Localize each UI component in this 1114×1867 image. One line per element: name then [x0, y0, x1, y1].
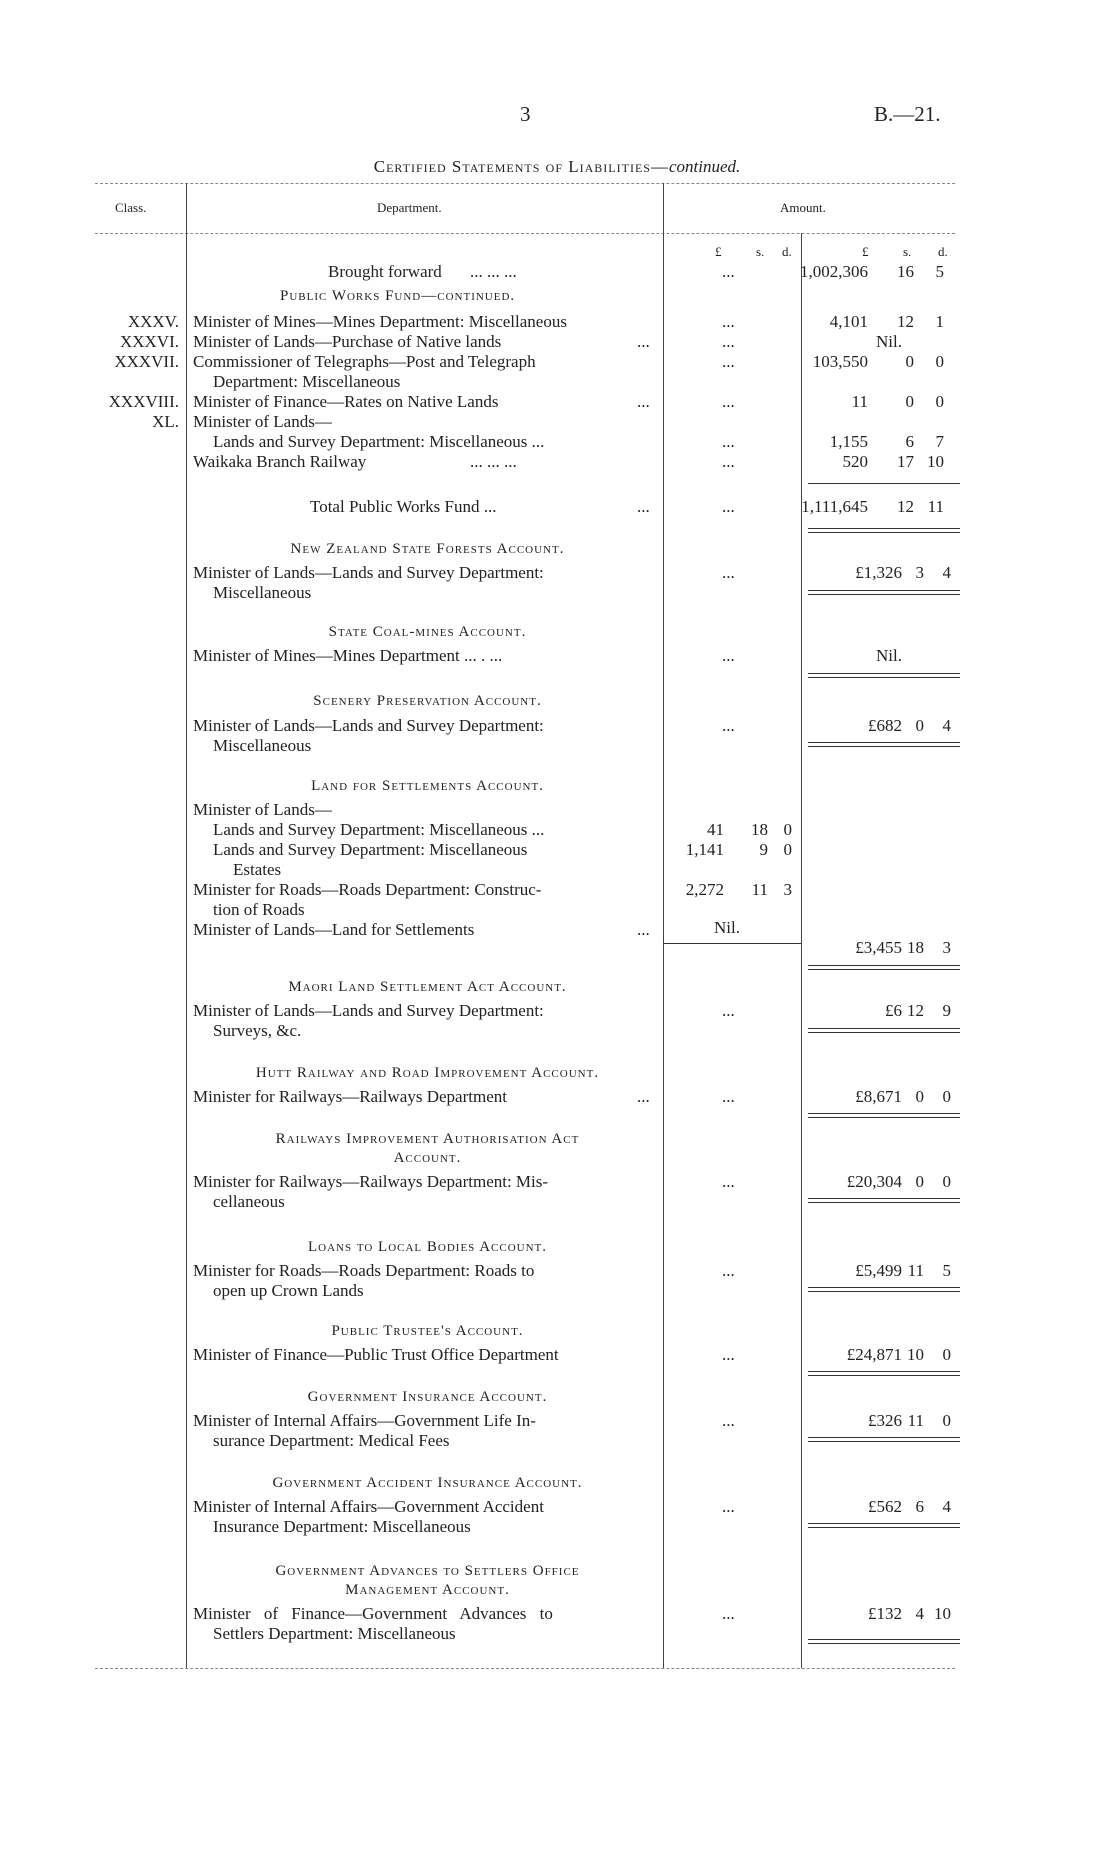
maori-land-pence: 9: [942, 1001, 951, 1020]
railways-improvement-mid: ...: [722, 1172, 735, 1191]
pwf-total-label: Total Public Works Fund ...: [310, 497, 497, 516]
row-waikaka-shillings: 17: [897, 452, 914, 471]
section-heading-accident-insurance: [190, 1474, 665, 1492]
land-settlements-l3b: Estates: [233, 860, 282, 879]
section-heading-public-trustee: [190, 1322, 665, 1340]
hutt-railway-dots: ...: [637, 1087, 650, 1106]
railways-improvement-heading-text: Railways Improvement Authorisation Act: [275, 1131, 580, 1147]
row-native-lands: Minister of Lands—Purchase of Native lands: [193, 332, 502, 351]
class-xxxviii: XXXVIII.: [108, 392, 179, 411]
pwf-total-pounds: 1,111,645: [801, 497, 868, 516]
gov-insurance-line2: surance Department: Medical Fees: [213, 1431, 450, 1450]
pwf-total-rule-a: [808, 528, 960, 529]
maori-land-pounds: £6: [885, 1001, 902, 1020]
railways-improvement-rule-b: [808, 1202, 960, 1203]
row-mines-shillings: 12: [897, 312, 914, 331]
scenery-rule-b: [808, 746, 960, 747]
row-telegraphs-pence: 0: [935, 352, 944, 371]
row-rates-native-dots: ...: [637, 392, 650, 411]
railways-improvement-pounds: £20,304: [846, 1172, 902, 1191]
scenery-mid: ...: [722, 716, 735, 735]
table-bottom-rule: [95, 1668, 955, 1669]
hutt-railway-heading-text: Hutt Railway and Road Improvement Account.: [255, 1065, 600, 1081]
land-settlements-l1: Minister of Lands—: [193, 800, 332, 819]
public-trustee-shillings: 10: [907, 1345, 924, 1364]
public-trustee-pence: 0: [942, 1345, 951, 1364]
class-xl: XL.: [152, 412, 179, 431]
class-xxxv: XXXV.: [127, 312, 179, 331]
land-settlements-l4-pounds: 2,272: [685, 880, 724, 899]
state-forests-shillings: 3: [915, 563, 924, 582]
hutt-railway-shillings: 0: [915, 1087, 924, 1106]
accident-insurance-line1: Minister of Internal Affairs—Government Accident: [193, 1497, 544, 1516]
row-waikaka-dots: ... ... ...: [470, 452, 517, 471]
row-telegraphs-shillings: 0: [905, 352, 914, 371]
class-column-divider: [186, 183, 187, 1668]
public-trustee-line1: Minister of Finance—Public Trust Office Department: [193, 1345, 559, 1364]
loans-mid: ...: [722, 1261, 735, 1280]
gov-insurance-heading-text: Government Insurance Account.: [307, 1389, 548, 1405]
hutt-railway-line1: Minister for Railways—Railways Department: [193, 1087, 507, 1106]
state-forests-heading-text: New Zealand State Forests Account.: [290, 541, 565, 557]
class-column-header: Class.: [115, 200, 147, 215]
brought-forward-pence: 5: [935, 262, 944, 281]
row-rates-native: Minister of Finance—Rates on Native Lands: [193, 392, 499, 411]
land-settlements-l4-shillings: 11: [751, 880, 768, 899]
row-rates-native-shillings: 0: [905, 392, 914, 411]
section-heading-loans: [190, 1238, 665, 1256]
brought-forward-mid: ...: [722, 262, 735, 281]
row-mines-mid: ...: [722, 312, 735, 331]
public-trustee-mid: ...: [722, 1345, 735, 1364]
scenery-shillings: 0: [915, 716, 924, 735]
coal-mines-rule-b: [808, 677, 960, 678]
title-main: Certified Statements of Liabilities—: [373, 157, 669, 176]
loans-rule-a: [808, 1287, 960, 1288]
section-heading-gov-insurance: [190, 1388, 665, 1406]
land-settlements-l2-pounds: 41: [707, 820, 724, 839]
unit-shilling-1: s.: [756, 244, 765, 259]
row-lands-line1: Minister of Lands—: [193, 412, 332, 431]
scenery-heading-text: Scenery Preservation Account.: [313, 693, 542, 709]
land-settlements-l5-amount: Nil.: [714, 918, 740, 937]
land-settlements-pence: 3: [942, 938, 951, 957]
row-rates-native-mid: ...: [722, 392, 735, 411]
advances-pence: 10: [934, 1604, 951, 1623]
section-heading-coal-mines: [190, 623, 665, 641]
land-settlements-shillings: 18: [907, 938, 924, 957]
pwf-total-pence: 11: [927, 497, 944, 516]
loans-line2: open up Crown Lands: [213, 1281, 364, 1300]
row-lands-pounds: 1,155: [829, 432, 868, 451]
row-rates-native-pence: 0: [935, 392, 944, 411]
hutt-railway-pounds: £8,671: [855, 1087, 902, 1106]
accident-insurance-rule-a: [808, 1523, 960, 1524]
accident-insurance-heading-text: Government Accident Insurance Account.: [272, 1475, 583, 1491]
row-telegraphs-mid: ...: [722, 352, 735, 371]
land-settlements-l5: Minister of Lands—Land for Settlements: [193, 920, 475, 939]
gov-insurance-mid: ...: [722, 1411, 735, 1430]
advances-line1: Minister of Finance—Government Advances to: [193, 1604, 553, 1623]
accident-insurance-pounds: £562: [868, 1497, 902, 1516]
row-telegraphs-pounds: 103,550: [812, 352, 868, 371]
row-native-lands-mid: ...: [722, 332, 735, 351]
section-heading-railways-improvement: [190, 1130, 665, 1148]
row-waikaka-mid: ...: [722, 452, 735, 471]
public-works-fund-heading: [280, 288, 515, 305]
state-forests-rule-a: [808, 590, 960, 591]
land-settlements-l4: Minister for Roads—Roads Department: Construc-: [193, 880, 542, 899]
amount-column-header: Amount.: [780, 200, 826, 215]
loans-pence: 5: [942, 1261, 951, 1280]
public-trustee-heading-text: Public Trustee's Account.: [331, 1323, 524, 1339]
accident-insurance-mid: ...: [722, 1497, 735, 1516]
accident-insurance-shillings: 6: [915, 1497, 924, 1516]
hutt-railway-pence: 0: [942, 1087, 951, 1106]
advances-pounds: £132: [868, 1604, 902, 1623]
state-forests-mid: ...: [722, 563, 735, 582]
state-forests-pounds: £1,326: [855, 563, 902, 582]
accident-insurance-rule-b: [808, 1527, 960, 1528]
advances-heading-text: Government Advances to Settlers Office: [275, 1563, 580, 1579]
railways-improvement-line2: cellaneous: [213, 1192, 285, 1211]
land-settlements-l2: Lands and Survey Department: Miscellaneous ...: [213, 820, 545, 839]
header-bottom-rule: [95, 233, 955, 234]
pwf-subtotal-rule: [808, 483, 960, 484]
hutt-railway-rule-b: [808, 1117, 960, 1118]
land-settlements-l3: Lands and Survey Department: Miscellaneous: [213, 840, 528, 859]
railways-improvement-pence: 0: [942, 1172, 951, 1191]
advances-shillings: 4: [915, 1604, 924, 1623]
section-heading-land-settlements: [190, 777, 665, 795]
coal-mines-mid: ...: [722, 646, 735, 665]
land-settlements-l3-pence: 0: [783, 840, 792, 859]
land-settlements-l2-pence: 0: [783, 820, 792, 839]
unit-pound-1: £: [715, 244, 722, 259]
row-waikaka-pounds: 520: [842, 452, 868, 471]
row-lands-mid: ...: [722, 432, 735, 451]
hutt-railway-mid: ...: [722, 1087, 735, 1106]
land-settlements-pounds: £3,455: [855, 938, 902, 957]
land-settlements-heading-text: Land for Settlements Account.: [311, 778, 544, 794]
row-native-lands-dots: ...: [637, 332, 650, 351]
advances-line2: Settlers Department: Miscellaneous: [213, 1624, 456, 1643]
gov-insurance-rule-a: [808, 1437, 960, 1438]
advances-mid: ...: [722, 1604, 735, 1623]
page-number: 3: [520, 102, 531, 126]
loans-rule-b: [808, 1291, 960, 1292]
pwf-heading-text: Public Works Fund—continued.: [280, 288, 516, 304]
advances-heading-text-2: Management Account.: [345, 1582, 510, 1598]
document-reference: B.—21.: [874, 102, 941, 126]
row-mines-pence: 1: [935, 312, 944, 331]
gov-insurance-rule-b: [808, 1441, 960, 1442]
loans-line1: Minister for Roads—Roads Department: Roads to: [193, 1261, 535, 1280]
state-forests-line1: Minister of Lands—Lands and Survey Department:: [193, 563, 544, 582]
gov-insurance-pounds: £326: [868, 1411, 902, 1430]
row-telegraphs-line1: Commissioner of Telegraphs—Post and Telegraph: [193, 352, 536, 371]
pwf-total-dots: ...: [637, 497, 650, 516]
loans-heading-text: Loans to Local Bodies Account.: [307, 1239, 548, 1255]
public-trustee-rule-b: [808, 1375, 960, 1376]
section-heading-scenery: [190, 692, 665, 710]
amount-column-divider: [801, 233, 802, 1668]
row-lands-shillings: 6: [905, 432, 914, 451]
gov-insurance-line1: Minister of Internal Affairs—Government Life In-: [193, 1411, 536, 1430]
maori-land-line1: Minister of Lands—Lands and Survey Department:: [193, 1001, 544, 1020]
railways-improvement-heading-text-2: Account.: [393, 1150, 462, 1166]
section-heading-hutt-railway: [190, 1064, 665, 1082]
railways-improvement-rule-a: [808, 1198, 960, 1199]
table-top-rule: [95, 183, 955, 184]
row-mines-misc: Minister of Mines—Mines Department: Miscellaneous: [193, 312, 567, 331]
land-settlements-l2-shillings: 18: [751, 820, 768, 839]
accident-insurance-pence: 4: [942, 1497, 951, 1516]
land-settlements-l3-shillings: 9: [759, 840, 768, 859]
section-heading-state-forests: [190, 540, 665, 558]
scenery-pence: 4: [942, 716, 951, 735]
maori-land-line2: Surveys, &c.: [213, 1021, 302, 1040]
brought-forward-pounds: 1,002,306: [800, 262, 868, 281]
state-forests-rule-b: [808, 594, 960, 595]
coal-mines-heading-text: State Coal-mines Account.: [328, 624, 527, 640]
advances-rule-b: [808, 1643, 960, 1644]
class-xxxvii: XXXVII.: [114, 352, 179, 371]
row-waikaka-pence: 10: [927, 452, 944, 471]
maori-land-rule-a: [808, 1028, 960, 1029]
gov-insurance-pence: 0: [942, 1411, 951, 1430]
land-settlements-l4-pence: 3: [783, 880, 792, 899]
land-settlements-subtotal-rule: [663, 943, 801, 944]
land-settlements-l4b: tion of Roads: [213, 900, 305, 919]
section-heading-advances-2: [190, 1581, 665, 1599]
pwf-total-mid: ...: [722, 497, 735, 516]
unit-shilling-2: s.: [903, 244, 912, 259]
row-telegraphs-line2: Department: Miscellaneous: [213, 372, 401, 391]
land-settlements-rule-b: [808, 969, 960, 970]
public-trustee-rule-a: [808, 1371, 960, 1372]
department-column-header: Department.: [377, 200, 442, 215]
gov-insurance-shillings: 11: [907, 1411, 924, 1430]
scenery-pounds: £682: [868, 716, 902, 735]
brought-forward-shillings: 16: [897, 262, 914, 281]
scenery-rule-a: [808, 742, 960, 743]
coal-mines-rule-a: [808, 673, 960, 674]
loans-shillings: 11: [907, 1261, 924, 1280]
unit-pence-2: d.: [938, 244, 948, 259]
railways-improvement-shillings: 0: [915, 1172, 924, 1191]
scenery-line2: Miscellaneous: [213, 736, 312, 755]
state-forests-pence: 4: [942, 563, 951, 582]
page-title: [0, 157, 1114, 177]
maori-land-mid: ...: [722, 1001, 735, 1020]
maori-land-rule-b: [808, 1032, 960, 1033]
department-column-divider: [663, 183, 664, 1668]
row-waikaka: Waikaka Branch Railway: [193, 452, 367, 471]
land-settlements-rule-a: [808, 965, 960, 966]
title-continued: continued.: [668, 157, 741, 176]
state-forests-line2: Miscellaneous: [213, 583, 312, 602]
maori-land-heading-text: Maori Land Settlement Act Account.: [288, 979, 567, 995]
unit-pound-2: £: [862, 244, 869, 259]
row-lands-pence: 7: [935, 432, 944, 451]
accident-insurance-line2: Insurance Department: Miscellaneous: [213, 1517, 471, 1536]
coal-mines-total: Nil.: [876, 646, 902, 665]
brought-forward-label: Brought forward: [328, 262, 442, 281]
advances-rule-a: [808, 1639, 960, 1640]
coal-mines-line1: Minister of Mines—Mines Department ... . ...: [193, 646, 503, 665]
section-heading-advances: [190, 1562, 665, 1580]
class-xxxvi: XXXVI.: [119, 332, 179, 351]
hutt-railway-rule-a: [808, 1113, 960, 1114]
section-heading-maori-land: [190, 978, 665, 996]
land-settlements-l5-dots: ...: [637, 920, 650, 939]
scenery-line1: Minister of Lands—Lands and Survey Department:: [193, 716, 544, 735]
maori-land-shillings: 12: [907, 1001, 924, 1020]
public-trustee-pounds: £24,871: [846, 1345, 902, 1364]
pwf-total-rule-b: [808, 532, 960, 533]
row-mines-pounds: 4,101: [829, 312, 868, 331]
railways-improvement-line1: Minister for Railways—Railways Department: Mis-: [193, 1172, 549, 1191]
brought-forward-dots: ... ... ...: [470, 262, 517, 281]
row-native-lands-total: Nil.: [876, 332, 902, 351]
unit-pence-1: d.: [782, 244, 792, 259]
row-rates-native-pounds: 11: [851, 392, 868, 411]
row-lands-line2: Lands and Survey Department: Miscellaneous ...: [213, 432, 545, 451]
loans-pounds: £5,499: [855, 1261, 902, 1280]
land-settlements-l3-pounds: 1,141: [685, 840, 724, 859]
section-heading-railways-improvement-2: [190, 1149, 665, 1167]
pwf-total-shillings: 12: [897, 497, 914, 516]
